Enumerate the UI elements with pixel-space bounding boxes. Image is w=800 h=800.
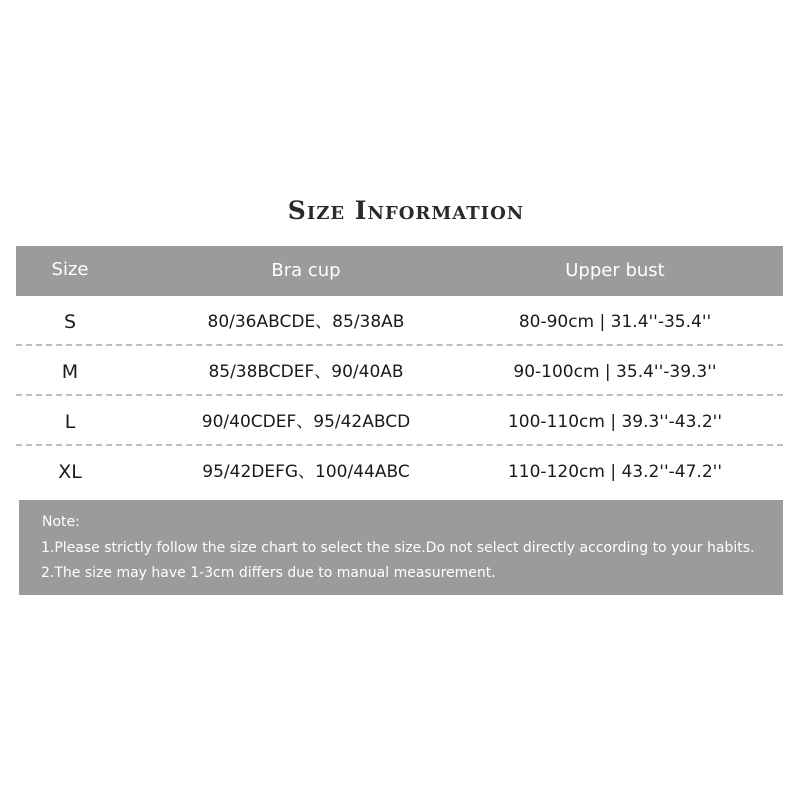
header-upper-bust: Upper bust bbox=[565, 260, 665, 281]
upper-bust-cell: 100-110cm | 39.3''-43.2'' bbox=[507, 412, 722, 432]
table-row bbox=[16, 396, 783, 446]
header-size: Size bbox=[51, 259, 89, 280]
page-title: Size Information bbox=[287, 196, 525, 225]
bra-cup-cell: 90/40CDEF、95/42ABCD bbox=[201, 412, 411, 432]
header-bra-cup: Bra cup bbox=[271, 260, 341, 281]
size-cell: M bbox=[61, 361, 79, 383]
upper-bust-cell: 80-90cm | 31.4''-35.4'' bbox=[518, 312, 712, 332]
bra-cup-cell: 80/36ABCDE、85/38AB bbox=[207, 312, 405, 332]
note-box bbox=[19, 500, 783, 595]
bra-cup-cell: 95/42DEFG、100/44ABC bbox=[202, 462, 410, 482]
size-cell: XL bbox=[58, 461, 82, 483]
table-row bbox=[16, 446, 783, 496]
size-table bbox=[16, 246, 783, 496]
upper-bust-cell: 90-100cm | 35.4''-39.3'' bbox=[513, 362, 717, 382]
table-header bbox=[16, 246, 783, 296]
note-line: 2.The size may have 1-3cm differs due to manual measurement. bbox=[41, 565, 496, 581]
size-cell: S bbox=[63, 311, 77, 333]
upper-bust-cell: 110-120cm | 43.2''-47.2'' bbox=[507, 462, 722, 482]
note-title: Note: bbox=[42, 514, 80, 530]
bra-cup-cell: 85/38BCDEF、90/40AB bbox=[208, 362, 404, 382]
note-line: 1.Please strictly follow the size chart to select the size.Do not select directly according to your habits. bbox=[41, 540, 755, 556]
size-cell: L bbox=[64, 411, 76, 433]
table-row bbox=[16, 346, 783, 396]
table-row bbox=[16, 296, 783, 346]
